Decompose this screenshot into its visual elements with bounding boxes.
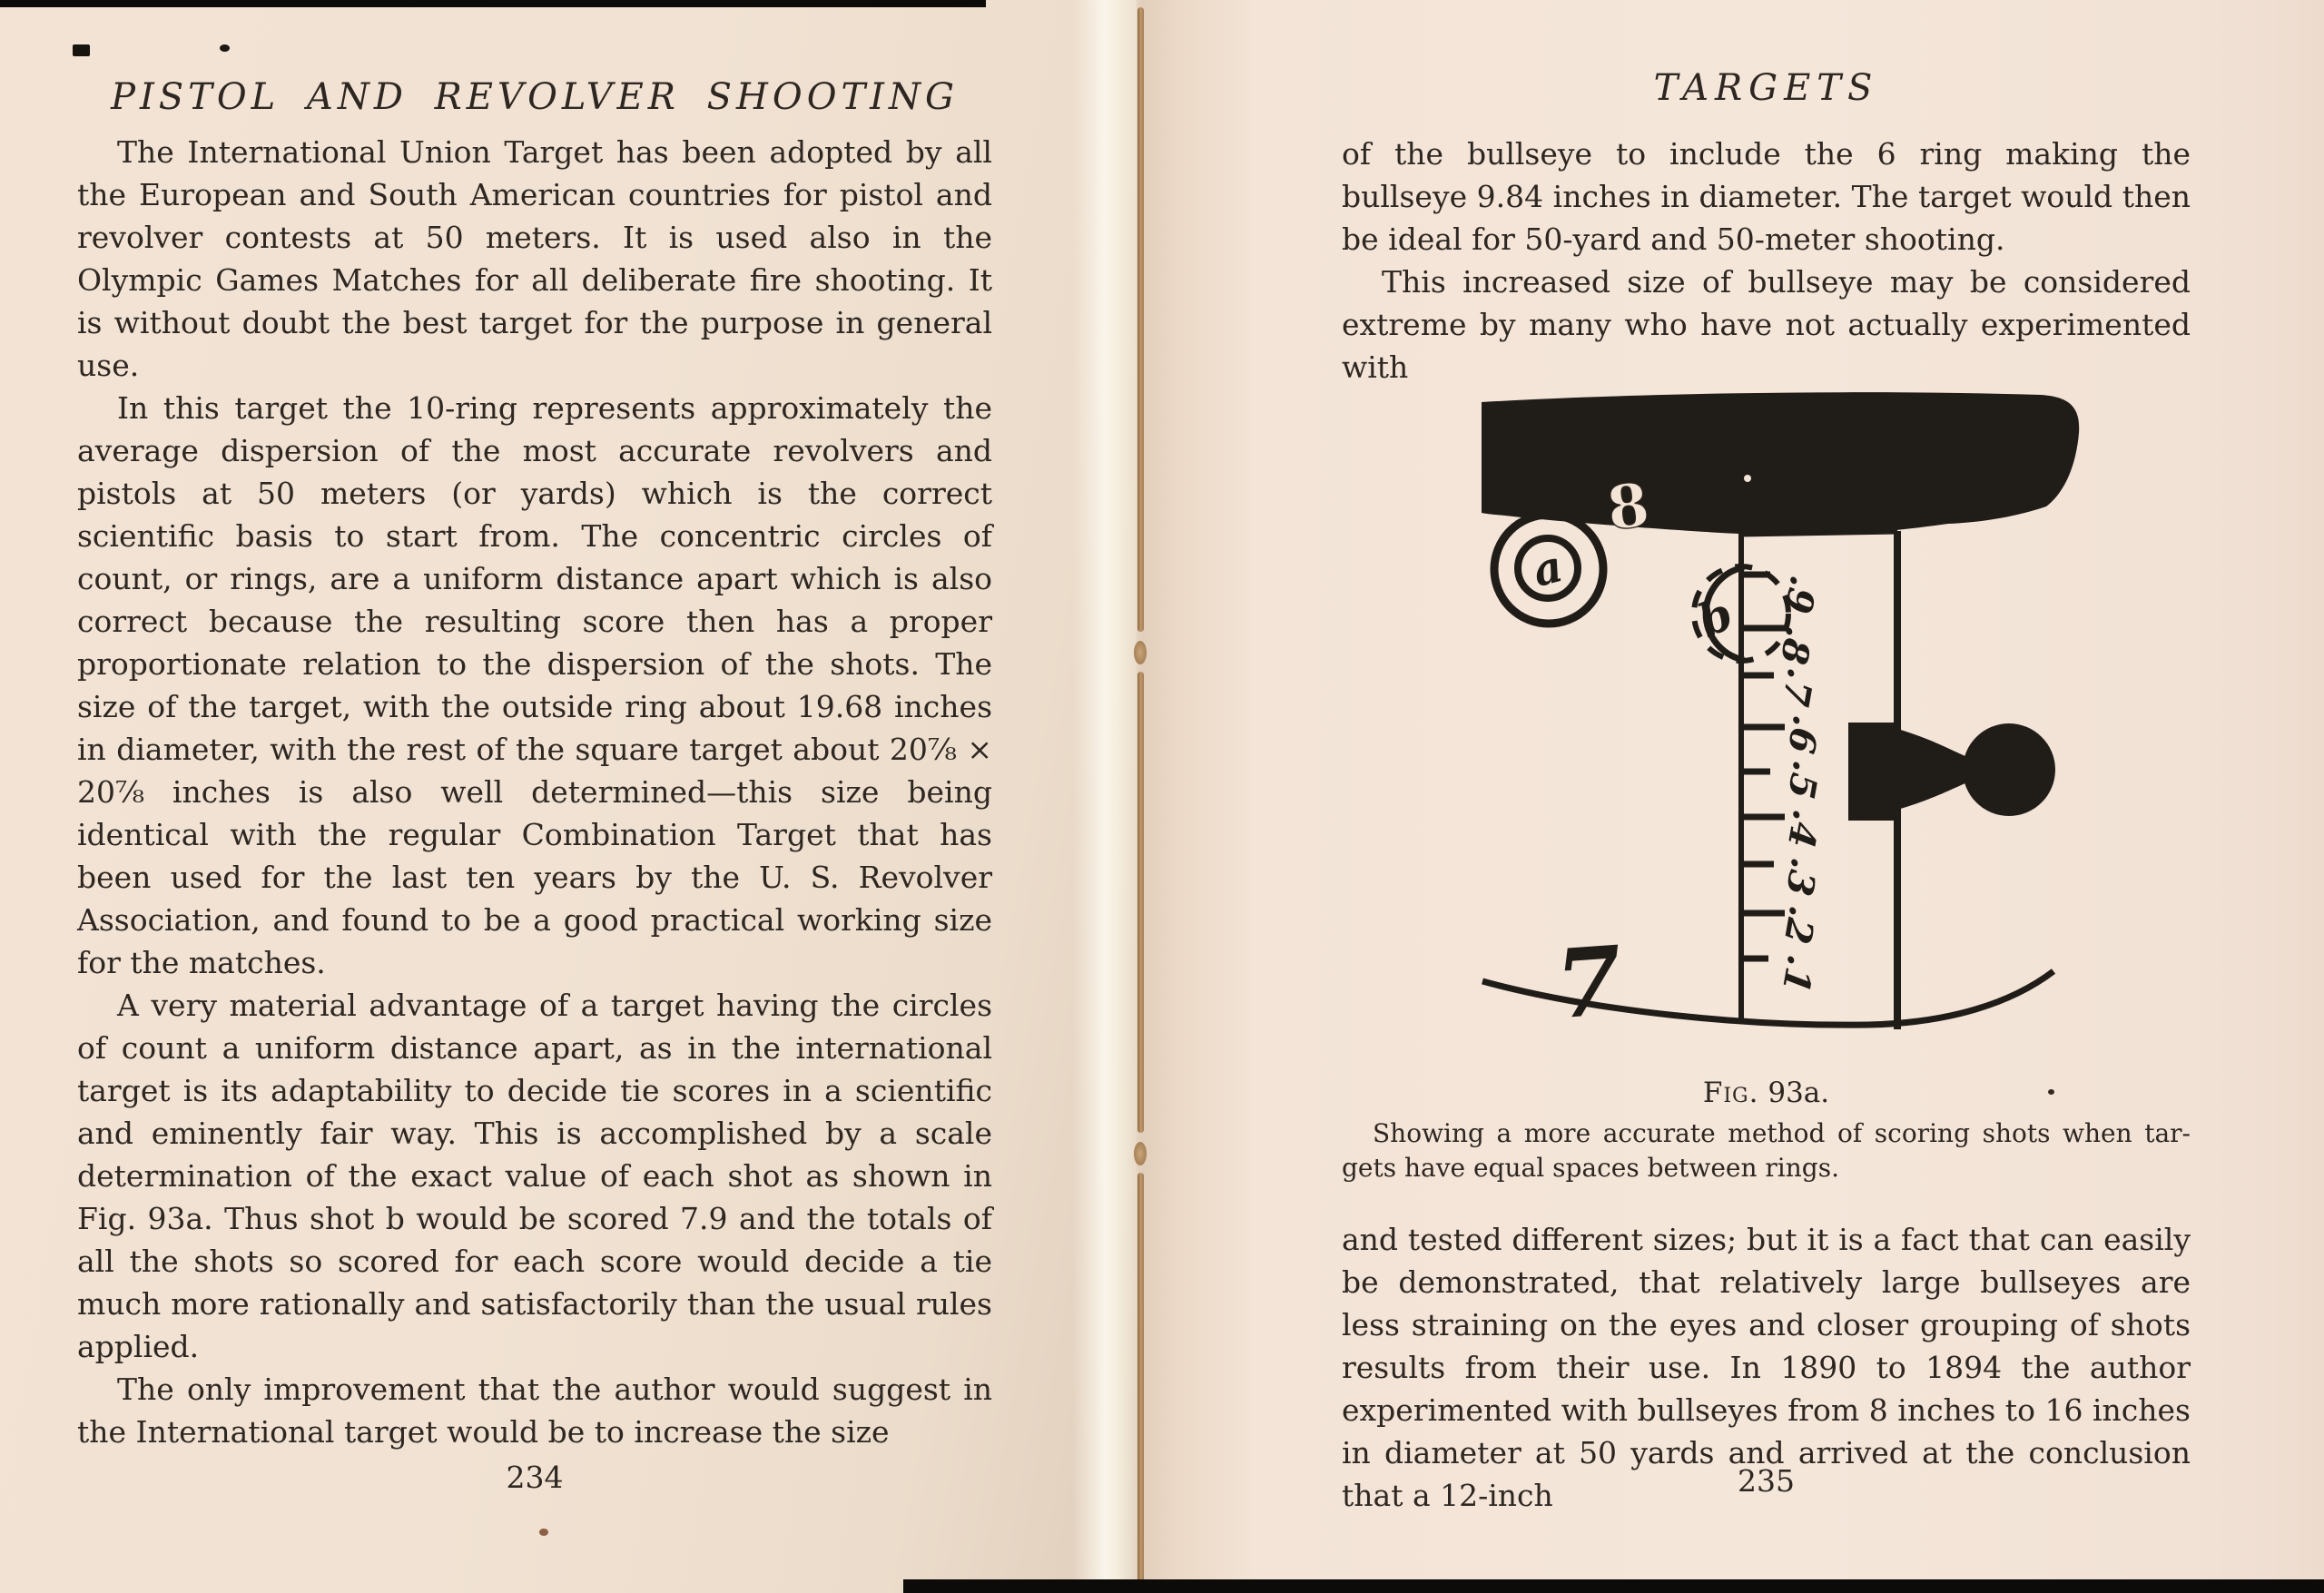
ink-speck: [2048, 1089, 2054, 1095]
ink-speck: [73, 44, 90, 56]
caption-line: gets have equal spaces between rings.: [1342, 1153, 1839, 1183]
binding-thread: [1137, 7, 1144, 632]
paper-speck: [539, 1529, 548, 1536]
right-page-number: 235: [1738, 1463, 1795, 1499]
binding-stitch-knot: [1134, 641, 1147, 664]
scale-label: .4: [1778, 806, 1828, 851]
gutter-highlight: [1073, 0, 1144, 1593]
page-right: [1137, 0, 2324, 1593]
gauge-knob: [1848, 723, 2055, 821]
left-running-head: PISTOL AND REVOLVER SHOOTING: [111, 76, 959, 118]
figure-caption-text: [1342, 1116, 2191, 1185]
paragraph: and tested different sizes; but it is a fact that can easily be demonstrated, that relatively large bullseyes are less straining on the eyes and closer grouping of shots results from their use. In 1890 to 1894 the author experimented with bullseyes from 8 inches to 16 inches in diameter at 50 yards and arrived at the conclusion that a 12-inch: [1342, 1222, 2191, 1513]
scan-edge-top: [0, 0, 986, 7]
paragraph: The International Union Target has been adopted by all the European and South American countries for pistol and revolver contests at 50 meters. It is used also in the Olympic Games Matches for all deliberate fire shooting. It is without doubt the best target for the purpose in general use.: [77, 134, 992, 383]
binding-thread: [1137, 1173, 1144, 1593]
figure-93a-drawing: [1478, 386, 2113, 1057]
ink-speck: [220, 44, 230, 52]
scale-label: .7: [1773, 664, 1823, 710]
paragraph: of the bullseye to include the 6 ring making the bullseye 9.84 inches in diameter. The target would then be ideal for 50-yard and 50-meter shooting.: [1342, 136, 2191, 257]
scale-label: .3: [1777, 854, 1827, 900]
scale-label: .9: [1776, 572, 1826, 617]
figure-caption-label: [1342, 1077, 2191, 1109]
ring-7-arc: [1482, 924, 2053, 1040]
scale-label: .2: [1775, 902, 1825, 948]
paragraph: The only improvement that the author would suggest in the International target would be to increase the size: [77, 1372, 992, 1450]
print-flaw-dot: [1744, 475, 1751, 482]
scan-edge-bottom: [903, 1579, 2324, 1593]
scale-label: .1: [1773, 951, 1823, 997]
left-page-number: 234: [506, 1460, 564, 1495]
shot-a-mark: [1494, 515, 1603, 624]
shot-b-label: b: [1690, 585, 1740, 648]
right-body-text-top: [1342, 133, 2191, 388]
paragraph: A very material advantage of a target having the circles of count a uniform distance apart, as in the international target is its adaptability to decide tie scores in a scientific and eminently fair way. This is accomplished by a scale determination of the exact value of each shot as shown in Fig. 93a. Thus shot b would be scored 7.9 and the totals of all the shots so scored for each score would decide a tie much more rationally and satisfactorily than the usual rules applied.: [77, 988, 992, 1364]
binding-stitch-knot: [1134, 1142, 1147, 1165]
binding-thread: [1137, 672, 1144, 1133]
scale-label: .6: [1778, 712, 1828, 757]
right-running-head: TARGETS: [1653, 67, 1879, 109]
caption-line: Showing a more accurate method of scoring shots when tar-: [1373, 1118, 2191, 1148]
ring-8-label: 8: [1602, 468, 1653, 545]
page-left: [0, 0, 1137, 1593]
ring-7-label: 7: [1551, 924, 1626, 1041]
scale-decimal-labels: [1772, 572, 1828, 996]
scale-label: .5: [1778, 757, 1828, 802]
shot-a-label: a: [1528, 541, 1568, 597]
scale-label: .8: [1771, 623, 1821, 668]
figure-93a: [1478, 386, 2113, 1057]
figure-label-number: 93a.: [1768, 1077, 1830, 1109]
paragraph: This increased size of bullseye may be considered extreme by many who have not actually experimented with: [1342, 264, 2191, 385]
paragraph: In this target the 10-ring represents approximately the average dispersion of the most accurate revolvers and pistols at 50 meters (or yards) which is the correct scientific basis to start from. The concentric circles of count, or rings, are a uniform distance apart which is also correct because the resulting score then has a proper proportionate relation to the dispersion of the shots. The size of the target, with the outside ring about 19.68 inches in diameter, with the rest of the square target about 20⅞ × 20⅞ inches is also well determined—this size being identical with the regular Combination Target that has been used for the last ten years by the U. S. Revolver Association, and found to be a good practical working size for the matches.: [77, 390, 992, 980]
figure-label-prefix: Fig.: [1702, 1077, 1759, 1109]
left-body-text: [77, 131, 992, 1453]
